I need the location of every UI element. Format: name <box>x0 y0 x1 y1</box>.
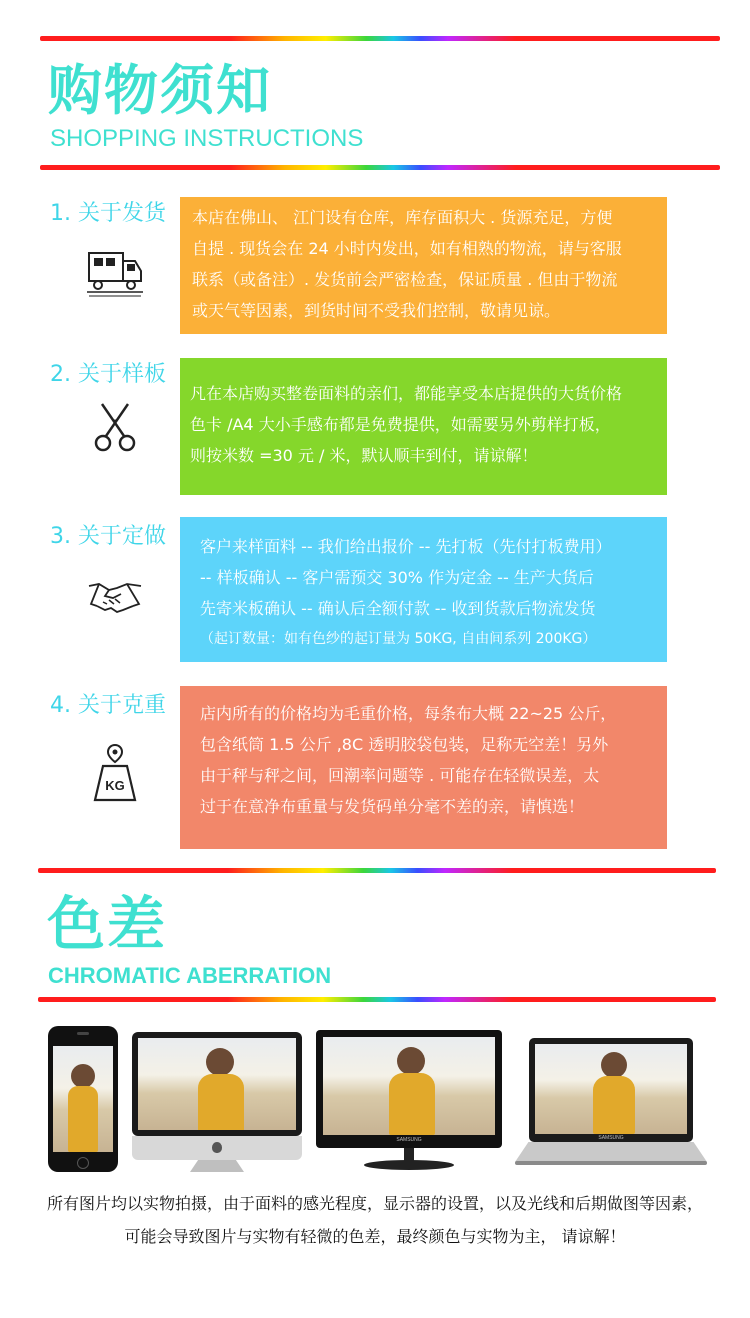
item-box-weight <box>180 686 667 849</box>
section-title-chromatic: 色差 <box>47 890 168 958</box>
laptop-screen-photo <box>535 1044 687 1134</box>
weight-line-2: 包含纸筒 1.5 公斤 ,8C 透明胶袋包装，足称无空差！另外 <box>200 735 609 754</box>
handshake-icon <box>80 566 150 626</box>
shipping-line-4: 或天气等因素，到货时间不受我们控制，敬请见谅。 <box>192 301 561 320</box>
samples-line-3: 则按米数 =30 元 / 米，默认顺丰到付，请谅解！ <box>190 446 538 465</box>
item-box-samples <box>180 358 667 495</box>
custom-line-1: 客户来样面料 -- 我们给出报价 -- 先打板（先付打板费用） <box>200 537 612 556</box>
custom-line-2: -- 样板确认 -- 客户需预交 30% 作为定金 -- 生产大货后 <box>200 568 594 587</box>
weight-line-3: 由于秤与秤之间，回潮率问题等 . 可能存在轻微误差，太 <box>200 766 600 785</box>
item-label-custom: 3. 关于定做 <box>50 524 166 549</box>
footer-line-2: 可能会导致图片与实物有轻微的色差，最终颜色与实物为主， 请谅解！ <box>124 1227 626 1246</box>
samples-line-2: 色卡 /A4 大小手感布都是免费提供，如需要另外剪样打板， <box>190 415 611 434</box>
shipping-line-1: 本店在佛山、 江门设有仓库，库存面积大 . 货源充足，方便 <box>192 208 613 227</box>
item-box-custom <box>180 517 667 662</box>
rainbow-divider <box>40 165 720 170</box>
samples-line-1: 凡在本店购买整卷面料的亲们，都能享受本店提供的大货价格 <box>190 384 623 403</box>
apple-logo-icon <box>212 1142 222 1153</box>
weight-line-4: 过于在意净布重量与发货码单分毫不差的亲，请慎选！ <box>200 797 585 816</box>
weight-line-1: 店内所有的价格均为毛重价格，每条布大概 22~25 公斤， <box>200 704 617 723</box>
shipping-line-2: 自提 . 现货会在 24 小时内发出，如有相熟的物流，请与客服 <box>192 239 622 258</box>
item-box-shipping <box>180 197 667 334</box>
rainbow-divider <box>38 997 716 1002</box>
smartphone-icon <box>48 1026 118 1172</box>
monitor-screen-photo <box>323 1037 495 1135</box>
truck-icon <box>80 242 150 302</box>
item-label-shipping: 1. 关于发货 <box>50 201 166 226</box>
svg-text:KG: KG <box>105 778 125 793</box>
item-label-weight: 4. 关于克重 <box>50 693 166 718</box>
section-subtitle-chromatic: CHROMATIC ABERRATION <box>48 963 332 988</box>
imac-monitor <box>132 1032 302 1172</box>
phone-screen-photo <box>53 1046 113 1152</box>
scissors-icon <box>80 398 150 458</box>
item-label-samples: 2. 关于样板 <box>50 362 166 387</box>
laptop-brand-label: SAMSUNG <box>598 1135 624 1141</box>
samsung-laptop <box>515 1038 707 1166</box>
rainbow-divider-top <box>40 36 720 41</box>
footer-line-1: 所有图片均以实物拍摄，由于面料的感光程度，显示器的设置，以及光线和后期做图等因素， <box>46 1194 703 1213</box>
rainbow-divider <box>38 868 716 873</box>
monitor-brand-label: SAMSUNG <box>396 1137 422 1143</box>
section-title-shopping: 购物须知 <box>48 59 272 122</box>
section-subtitle-shopping: SHOPPING INSTRUCTIONS <box>50 125 364 152</box>
custom-line-3: 先寄米板确认 -- 确认后全额付款 -- 收到货款后物流发货 <box>200 599 596 618</box>
samsung-monitor <box>316 1030 502 1172</box>
imac-screen-photo <box>138 1038 296 1130</box>
shipping-line-3: 联系（或备注）. 发货前会严密检查，保证质量 . 但由于物流 <box>192 270 618 289</box>
custom-note: （起订数量：如有色纱的起订量为 50KG, 自由间系列 200KG） <box>200 631 597 647</box>
weight-kg-icon <box>80 740 150 806</box>
